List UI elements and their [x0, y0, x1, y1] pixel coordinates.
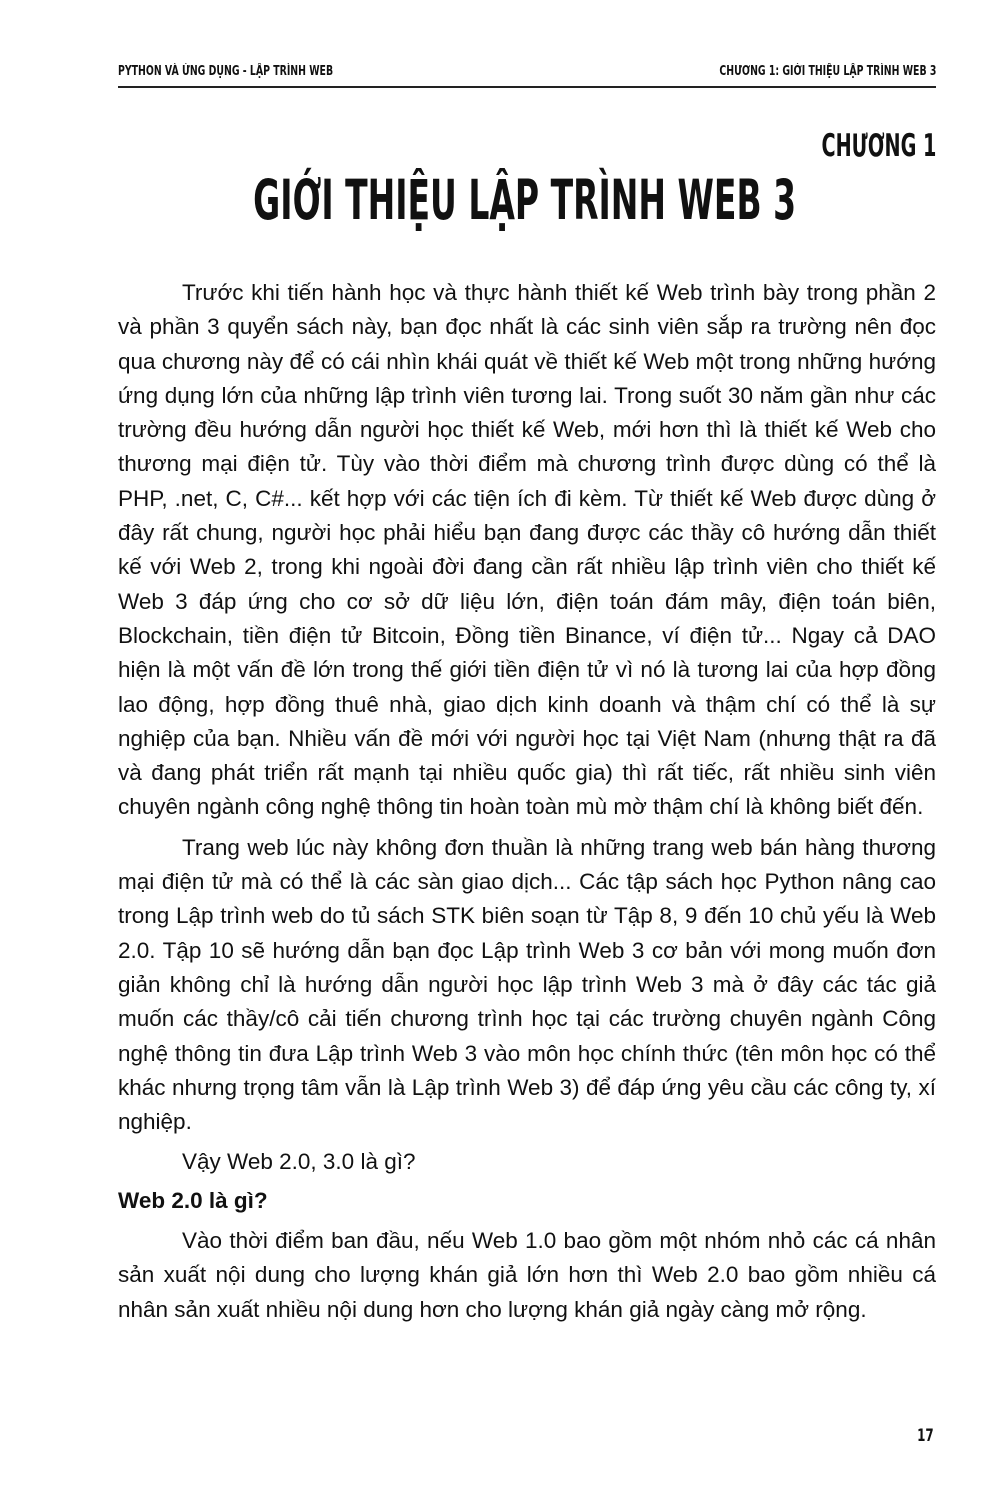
chapter-title: GIỚI THIỆU LẬP TRÌNH WEB 3 [253, 168, 797, 232]
running-header-chapter-title: CHƯƠNG 1: GIỚI THIỆU LẬP TRÌNH WEB 3 [719, 64, 936, 79]
page-number: 17 [917, 1426, 934, 1446]
paragraph-question: Vậy Web 2.0, 3.0 là gì? [182, 1149, 416, 1175]
paragraph-intro: Trước khi tiến hành học và thực hành thiết kế Web trình bày trong phần 2 và phần 3 quyển sách này, bạn đọc nhất là các sinh viên sắp ra trường nên đọc qua chương này để có cái nhìn khái quát về thiết kế Web một trong những hướng ứng dụng lớn của những lập trình viên tương lai. Trong suốt 30 năm gần như các trường đều hướng dẫn người học thiết kế Web, mới hơn thì là thiết kế Web cho thương mại điện tử. Tùy vào thời điểm mà chương trình được dùng có thể là PHP, .net, C, C#... kết hợp với các tiện ích đi kèm. Từ thiết kế Web được dùng ở đây rất chung, người học phải hiểu bạn đang được các thầy cô hướng dẫn thiết kế với Web 2, trong khi ngoài đời đang cần rất nhiều lập trình viên cho thiết kế Web 3 đáp ứng cho cơ sở dữ liệu lớn, điện toán đám mây, điện toán biên, Blockchain, tiền điện tử Bitcoin, Đồng tiền Binance, ví điện tử... Ngay cả DAO hiện là một vấn đề lớn trong thế giới tiền điện tử vì nó là tương lai của hợp đồng lao động, hợp đồng thuê nhà, giao dịch kinh doanh và thậm chí có thể là sự nghiệp của bạn. Nhiều vấn đề mới với người học tại Việt Nam (nhưng thật ra đã và đang phát triển rất mạnh tại nhiều quốc gia) thì rất tiếc, rất nhiều sinh viên chuyên ngành công nghệ thông tin hoàn toàn mù mờ thậm chí là không biết đến. [118, 280, 936, 820]
section-heading-web2: Web 2.0 là gì? [118, 1187, 268, 1213]
chapter-label: CHƯƠNG 1 [821, 128, 936, 164]
running-header-book-title: PYTHON VÀ ỨNG DỤNG - LẬP TRÌNH WEB [118, 64, 334, 79]
paragraph-web-pages: Trang web lúc này không đơn thuần là những trang web bán hàng thương mại điện tử mà có thể là các sàn giao dịch... Các tập sách học Python nâng cao trong Lập trình web do tủ sách STK biên soạn từ Tập 8, 9 đến 10 chủ yếu là Web 2.0. Tập 10 sẽ hướng dẫn bạn đọc Lập trình Web 3 cơ bản với mong muốn đơn giản không chỉ là hướng dẫn người học lập trình Web 3 mà ở đây các tác giả muốn các thầy/cô cải tiến chương trình học tại các trường chuyên ngành Công nghệ thông tin đưa Lập trình Web 3 vào môn học chính thức (tên môn học có thể khác nhưng trọng tâm vẫn là Lập trình Web 3) để đáp ứng yêu cầu các công ty, xí nghiệp. [118, 834, 936, 1135]
paragraph-web2-definition: Vào thời điểm ban đầu, nếu Web 1.0 bao gồm một nhóm nhỏ các cá nhân sản xuất nội dung cho lượng khán giả lớn hơn thì Web 2.0 bao gồm nhiều cá nhân sản xuất nhiều nội dung hơn cho lượng khán giả ngày càng mở rộng. [118, 1228, 936, 1322]
running-header [118, 62, 936, 88]
body-text [118, 276, 936, 1327]
